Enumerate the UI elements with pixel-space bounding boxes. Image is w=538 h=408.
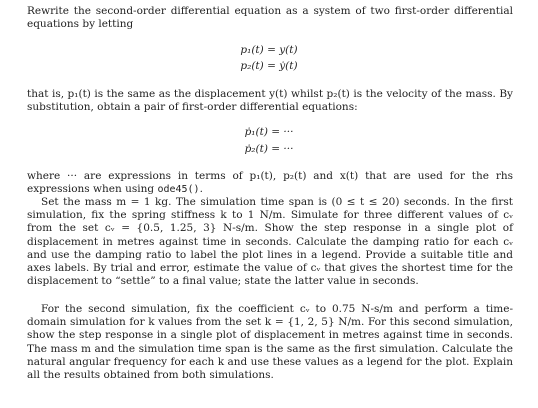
where-end: . — [199, 183, 203, 196]
first-order-eq-1: ṗ₁(t) = ··· — [244, 126, 294, 138]
definition-p2: p₂(t) = ẏ(t) — [240, 60, 298, 72]
where-paragraph — [27, 170, 513, 196]
first-order-eq-2: ṗ₂(t) = ··· — [244, 143, 294, 155]
where-text: where ··· are expressions in terms of p₁(t), p₂(t) and x(t) that are used for the rhs expressions when using — [27, 170, 513, 196]
intro-paragraph: Rewrite the second-order differential equation as a system of two first-order differential equations by letting — [27, 5, 513, 31]
substitution-paragraph: that is, p₁(t) is the same as the displacement y(t) whilst p₂(t) is the velocity of the mass. By substitution, obtain a pair of first-order differential equations: — [27, 88, 513, 114]
ode45-code: ode45() — [157, 184, 200, 196]
second-simulation-paragraph: For the second simulation, fix the coefficient cᵥ to 0.75 N-s/m and perform a time-domain simulation for k values from the set k = {1, 2, 5} N/m. For this second simulation, show the step response in a single plot of displacement in metres against time in seconds. The mass m and the simulation time span is the same as the first simulation. Calculate the natural angular frequency for each k and use these values as a legend for the plot. Explain all the results obtained from both simulations. — [27, 303, 513, 382]
first-simulation-paragraph: Set the mass m = 1 kg. The simulation time span is (0 ≤ t ≤ 20) seconds. In the first simulation, fix the spring stiffness k to 1 N/m. Simulate for three different values of cᵥ from the set cᵥ = {0.5, 1.25, 3} N-s/m. Show the step response in a single plot of displacement in metres against time in seconds. Calculate the damping ratio for each cᵥ and use the damping ratio to label the plot lines in a legend. Provide a suitable title and axes labels. By trial and error, estimate the value of cᵥ that gives the shortest time for the displacement to “settle” to a final value; state the latter value in seconds. — [27, 196, 513, 288]
definition-p1: p₁(t) = y(t) — [240, 44, 298, 56]
